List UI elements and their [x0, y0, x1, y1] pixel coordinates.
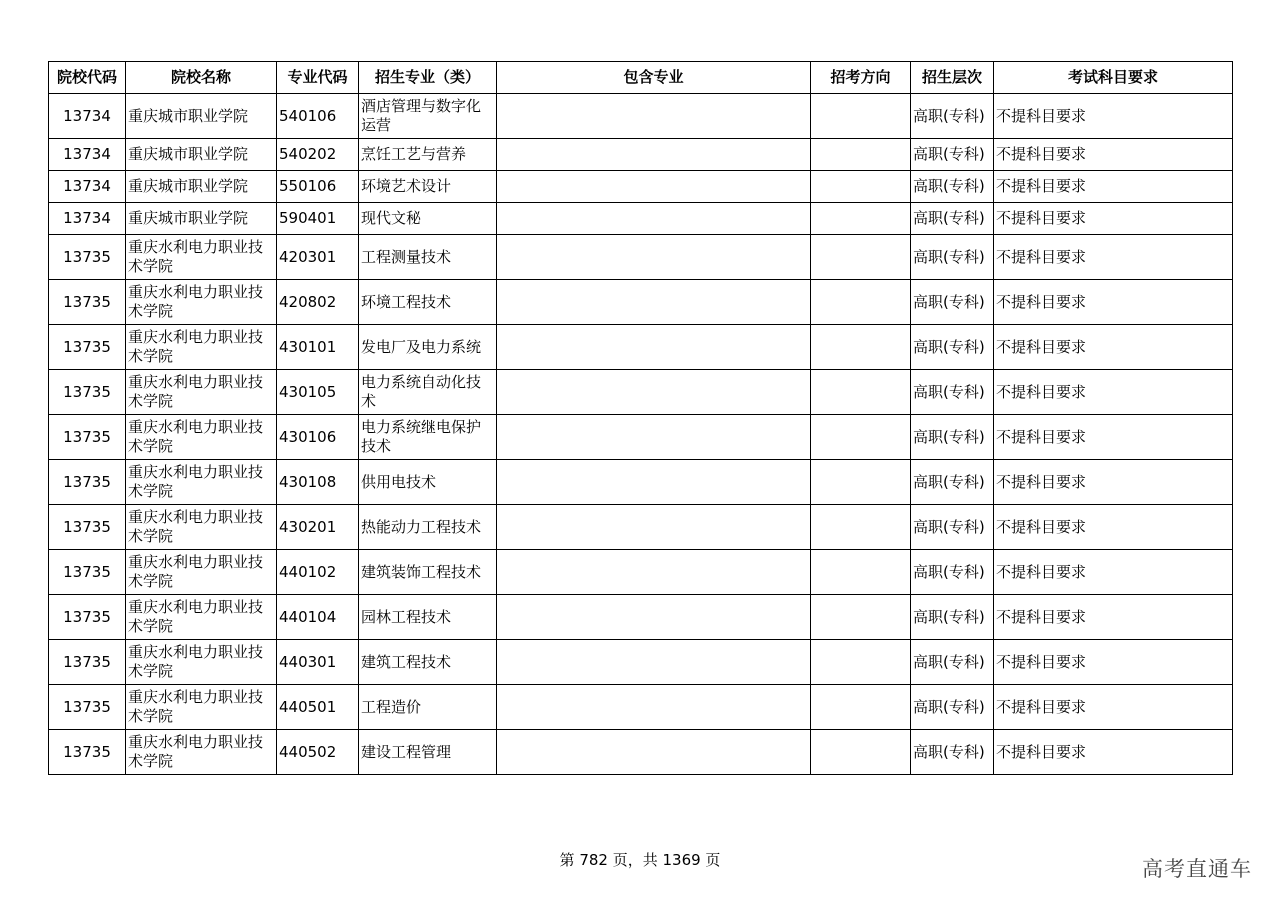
direction-cell: [811, 325, 911, 370]
major-cell: 工程测量技术: [359, 235, 497, 280]
school-name-cell: 重庆水利电力职业技术学院: [126, 235, 277, 280]
major-code-cell: 440102: [277, 550, 359, 595]
header-major-code: 专业代码: [277, 62, 359, 94]
major-code-cell: 540106: [277, 94, 359, 139]
direction-cell: [811, 171, 911, 203]
major-code-cell: 440301: [277, 640, 359, 685]
table-row: [49, 370, 1233, 415]
included-majors-cell: [497, 730, 811, 775]
table-row: [49, 203, 1233, 235]
level-cell: 高职(专科): [911, 203, 994, 235]
header-school-code: 院校代码: [49, 62, 126, 94]
school-code-cell: 13735: [49, 730, 126, 775]
level-cell: 高职(专科): [911, 415, 994, 460]
direction-cell: [811, 280, 911, 325]
table-row: [49, 595, 1233, 640]
direction-cell: [811, 415, 911, 460]
school-code-cell: 13734: [49, 203, 126, 235]
exam-requirement-cell: 不提科目要求: [994, 640, 1233, 685]
direction-cell: [811, 550, 911, 595]
major-code-cell: 430106: [277, 415, 359, 460]
table-row: [49, 415, 1233, 460]
major-cell: 供用电技术: [359, 460, 497, 505]
included-majors-cell: [497, 640, 811, 685]
school-name-cell: 重庆城市职业学院: [126, 171, 277, 203]
major-code-cell: 440501: [277, 685, 359, 730]
direction-cell: [811, 139, 911, 171]
exam-requirement-cell: 不提科目要求: [994, 730, 1233, 775]
major-cell: 建设工程管理: [359, 730, 497, 775]
level-cell: 高职(专科): [911, 370, 994, 415]
level-cell: 高职(专科): [911, 640, 994, 685]
table-row: [49, 325, 1233, 370]
level-cell: 高职(专科): [911, 280, 994, 325]
included-majors-cell: [497, 325, 811, 370]
included-majors-cell: [497, 280, 811, 325]
table-row: [49, 640, 1233, 685]
school-code-cell: 13735: [49, 550, 126, 595]
school-name-cell: 重庆水利电力职业技术学院: [126, 280, 277, 325]
exam-requirement-cell: 不提科目要求: [994, 505, 1233, 550]
exam-requirement-cell: 不提科目要求: [994, 94, 1233, 139]
table-row: [49, 550, 1233, 595]
exam-requirement-cell: 不提科目要求: [994, 280, 1233, 325]
direction-cell: [811, 505, 911, 550]
header-row: [49, 62, 1233, 94]
school-name-cell: 重庆城市职业学院: [126, 139, 277, 171]
direction-cell: [811, 203, 911, 235]
level-cell: 高职(专科): [911, 139, 994, 171]
major-code-cell: 430201: [277, 505, 359, 550]
school-code-cell: 13735: [49, 460, 126, 505]
major-cell: 环境工程技术: [359, 280, 497, 325]
header-major: 招生专业（类）: [359, 62, 497, 94]
school-name-cell: 重庆水利电力职业技术学院: [126, 550, 277, 595]
included-majors-cell: [497, 685, 811, 730]
major-cell: 酒店管理与数字化运营: [359, 94, 497, 139]
major-cell: 建筑工程技术: [359, 640, 497, 685]
admissions-table: [48, 61, 1233, 775]
direction-cell: [811, 370, 911, 415]
school-code-cell: 13735: [49, 685, 126, 730]
included-majors-cell: [497, 139, 811, 171]
level-cell: 高职(专科): [911, 94, 994, 139]
table-row: [49, 460, 1233, 505]
included-majors-cell: [497, 203, 811, 235]
major-cell: 热能动力工程技术: [359, 505, 497, 550]
exam-requirement-cell: 不提科目要求: [994, 203, 1233, 235]
included-majors-cell: [497, 550, 811, 595]
page-number: 第 782 页，共 1369 页: [559, 851, 721, 869]
direction-cell: [811, 685, 911, 730]
major-code-cell: 430101: [277, 325, 359, 370]
major-code-cell: 440104: [277, 595, 359, 640]
level-cell: 高职(专科): [911, 550, 994, 595]
major-code-cell: 430108: [277, 460, 359, 505]
school-code-cell: 13735: [49, 415, 126, 460]
table-row: [49, 730, 1233, 775]
header-included-majors: 包含专业: [497, 62, 811, 94]
school-code-cell: 13735: [49, 280, 126, 325]
major-cell: 发电厂及电力系统: [359, 325, 497, 370]
major-code-cell: 420301: [277, 235, 359, 280]
exam-requirement-cell: 不提科目要求: [994, 685, 1233, 730]
exam-requirement-cell: 不提科目要求: [994, 325, 1233, 370]
table-row: [49, 685, 1233, 730]
school-name-cell: 重庆水利电力职业技术学院: [126, 325, 277, 370]
header-direction: 招考方向: [811, 62, 911, 94]
major-code-cell: 590401: [277, 203, 359, 235]
included-majors-cell: [497, 595, 811, 640]
major-cell: 电力系统自动化技术: [359, 370, 497, 415]
direction-cell: [811, 730, 911, 775]
direction-cell: [811, 640, 911, 685]
school-code-cell: 13735: [49, 595, 126, 640]
included-majors-cell: [497, 94, 811, 139]
major-cell: 园林工程技术: [359, 595, 497, 640]
table-row: [49, 94, 1233, 139]
watermark: 高考直通车: [1142, 857, 1252, 881]
major-code-cell: 420802: [277, 280, 359, 325]
header-level: 招生层次: [911, 62, 994, 94]
included-majors-cell: [497, 415, 811, 460]
table-row: [49, 280, 1233, 325]
school-name-cell: 重庆水利电力职业技术学院: [126, 415, 277, 460]
level-cell: 高职(专科): [911, 685, 994, 730]
school-code-cell: 13734: [49, 94, 126, 139]
included-majors-cell: [497, 460, 811, 505]
header-exam-requirement: 考试科目要求: [994, 62, 1233, 94]
table-row: [49, 505, 1233, 550]
major-code-cell: 430105: [277, 370, 359, 415]
level-cell: 高职(专科): [911, 235, 994, 280]
school-code-cell: 13735: [49, 235, 126, 280]
school-code-cell: 13735: [49, 505, 126, 550]
level-cell: 高职(专科): [911, 595, 994, 640]
table-row: [49, 235, 1233, 280]
direction-cell: [811, 595, 911, 640]
major-cell: 工程造价: [359, 685, 497, 730]
table-row: [49, 171, 1233, 203]
school-name-cell: 重庆城市职业学院: [126, 94, 277, 139]
school-name-cell: 重庆水利电力职业技术学院: [126, 685, 277, 730]
school-name-cell: 重庆水利电力职业技术学院: [126, 505, 277, 550]
school-name-cell: 重庆水利电力职业技术学院: [126, 730, 277, 775]
school-name-cell: 重庆水利电力职业技术学院: [126, 640, 277, 685]
included-majors-cell: [497, 171, 811, 203]
exam-requirement-cell: 不提科目要求: [994, 415, 1233, 460]
school-code-cell: 13734: [49, 171, 126, 203]
major-cell: 烹饪工艺与营养: [359, 139, 497, 171]
major-cell: 电力系统继电保护技术: [359, 415, 497, 460]
exam-requirement-cell: 不提科目要求: [994, 370, 1233, 415]
included-majors-cell: [497, 505, 811, 550]
school-name-cell: 重庆水利电力职业技术学院: [126, 460, 277, 505]
major-code-cell: 550106: [277, 171, 359, 203]
direction-cell: [811, 94, 911, 139]
table-row: [49, 139, 1233, 171]
exam-requirement-cell: 不提科目要求: [994, 235, 1233, 280]
included-majors-cell: [497, 370, 811, 415]
exam-requirement-cell: 不提科目要求: [994, 550, 1233, 595]
exam-requirement-cell: 不提科目要求: [994, 460, 1233, 505]
major-cell: 建筑装饰工程技术: [359, 550, 497, 595]
school-code-cell: 13735: [49, 640, 126, 685]
major-cell: 环境艺术设计: [359, 171, 497, 203]
exam-requirement-cell: 不提科目要求: [994, 171, 1233, 203]
level-cell: 高职(专科): [911, 171, 994, 203]
major-code-cell: 440502: [277, 730, 359, 775]
level-cell: 高职(专科): [911, 460, 994, 505]
major-cell: 现代文秘: [359, 203, 497, 235]
direction-cell: [811, 235, 911, 280]
header-school-name: 院校名称: [126, 62, 277, 94]
exam-requirement-cell: 不提科目要求: [994, 139, 1233, 171]
major-code-cell: 540202: [277, 139, 359, 171]
school-name-cell: 重庆水利电力职业技术学院: [126, 595, 277, 640]
level-cell: 高职(专科): [911, 505, 994, 550]
school-name-cell: 重庆城市职业学院: [126, 203, 277, 235]
included-majors-cell: [497, 235, 811, 280]
school-code-cell: 13735: [49, 325, 126, 370]
school-code-cell: 13735: [49, 370, 126, 415]
exam-requirement-cell: 不提科目要求: [994, 595, 1233, 640]
level-cell: 高职(专科): [911, 730, 994, 775]
school-code-cell: 13734: [49, 139, 126, 171]
direction-cell: [811, 460, 911, 505]
school-name-cell: 重庆水利电力职业技术学院: [126, 370, 277, 415]
level-cell: 高职(专科): [911, 325, 994, 370]
